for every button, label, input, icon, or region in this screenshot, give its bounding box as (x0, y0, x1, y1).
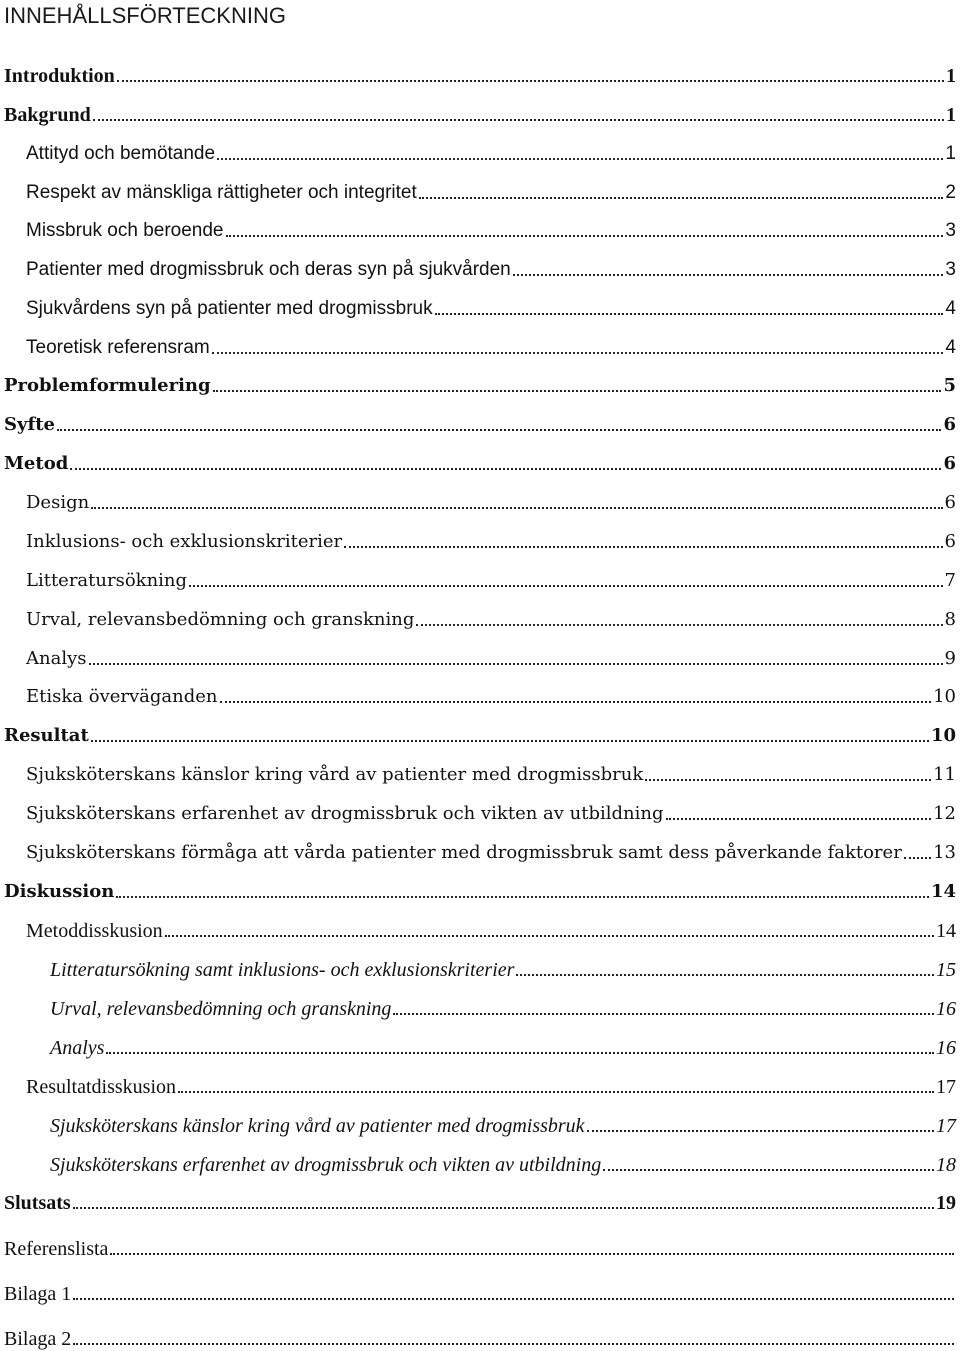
toc-entry-label: Litteratursökning samt inklusions- och exklusionskriterier (50, 959, 515, 981)
toc-page-number: 4 (945, 298, 956, 319)
toc-entry[interactable] (26, 215, 956, 243)
toc-page-number: 1 (946, 104, 956, 126)
toc-entry[interactable] (26, 177, 956, 205)
toc-entry[interactable] (26, 643, 956, 671)
toc-entry[interactable] (26, 1071, 956, 1099)
toc-page-number: 7 (944, 570, 956, 591)
toc-entry-label: Sjuksköterskans erfarenhet av drogmissbruk och vikten av utbildning (26, 803, 664, 824)
toc-entry-label: Diskussion (4, 881, 115, 902)
toc-page-number: 16 (936, 1037, 956, 1059)
toc-leader-dots (220, 701, 932, 703)
toc-leader-dots (213, 390, 942, 392)
toc-page-number: 17 (936, 1115, 956, 1137)
toc-entry-label: Syfte (4, 414, 55, 435)
toc-entry[interactable] (4, 720, 956, 748)
toc-page-number: 6 (944, 531, 956, 552)
toc-entry[interactable] (4, 876, 956, 904)
toc-page-number: 18 (936, 1154, 956, 1176)
toc-entry[interactable] (26, 526, 956, 554)
toc-leader-dots (91, 740, 929, 742)
toc-entry[interactable] (26, 681, 956, 709)
toc-entry-label: Design (26, 492, 90, 513)
toc-entry[interactable] (4, 370, 956, 398)
toc-page-number: 9 (944, 648, 956, 669)
toc-entry-label: Introduktion (4, 65, 115, 87)
toc-page-number: 12 (933, 803, 956, 824)
toc-entry-label: Resultatdisskusion (26, 1076, 177, 1098)
toc-page-number: 11 (933, 764, 956, 785)
toc-entry[interactable] (4, 1233, 956, 1261)
toc-entry-label: Urval, relevansbedömning och granskning (26, 609, 415, 630)
toc-heading: INNEHÅLLSFÖRTECKNING (4, 3, 286, 28)
toc-entry[interactable] (4, 1278, 956, 1306)
toc-page-number: 5 (943, 375, 956, 396)
toc-entry-label: Sjukvårdens syn på patienter med drogmissbruk (26, 298, 433, 319)
toc-entry-label: Metoddisskusion (26, 920, 163, 942)
toc-entry[interactable] (26, 138, 956, 166)
toc-entry-label: Missbruk och beroende (26, 220, 224, 241)
toc-entry-label: Etiska överväganden (26, 686, 218, 707)
toc-entry-label: Respekt av mänskliga rättigheter och integritet (26, 182, 417, 203)
toc-page-number: 19 (936, 1192, 956, 1214)
toc-leader-dots (226, 235, 944, 237)
toc-entry[interactable] (26, 254, 956, 282)
toc-entry-label: Analys (50, 1037, 105, 1059)
toc-entry[interactable] (50, 993, 956, 1021)
toc-entry[interactable] (26, 565, 956, 593)
toc-leader-dots (93, 119, 944, 121)
toc-entry-label: Litteratursökning (26, 570, 188, 591)
toc-entry[interactable] (26, 487, 956, 515)
toc-leader-dots (73, 1343, 954, 1345)
toc-entry[interactable] (4, 409, 956, 437)
toc-page-number: 8 (944, 609, 956, 630)
toc-leader-dots (116, 896, 929, 898)
toc-leader-dots (645, 779, 931, 781)
toc-page-number: 10 (933, 686, 956, 707)
toc-entry[interactable] (26, 332, 956, 360)
toc-entry-label: Problemformulering (4, 375, 211, 396)
toc-page-number: 15 (936, 959, 956, 981)
toc-leader-dots (344, 546, 942, 548)
toc-page-number: 6 (944, 492, 956, 513)
toc-entry-label: Sjuksköterskans förmåga att vårda patienter med drogmissbruk samt dess påverkande faktorer (26, 842, 902, 863)
toc-leader-dots (435, 313, 944, 315)
toc-entry[interactable] (26, 837, 956, 865)
toc-entry-label: Bilaga 1 (4, 1283, 72, 1305)
toc-entry[interactable] (50, 1149, 956, 1177)
toc-entry[interactable] (26, 798, 956, 826)
toc-entry-label: Slutsats (4, 1192, 71, 1214)
toc-leader-dots (666, 818, 932, 820)
toc-leader-dots (73, 1298, 954, 1300)
toc-entry-label: Bakgrund (4, 104, 91, 126)
toc-entry-label: Teoretisk referensram (26, 337, 210, 358)
toc-entry-label: Sjuksköterskans erfarenhet av drogmissbruk och vikten av utbildning (50, 1154, 602, 1176)
toc-leader-dots (89, 663, 943, 665)
toc-leader-dots (70, 468, 941, 470)
toc-page-number: 1 (946, 65, 956, 87)
toc-page-number: 3 (945, 220, 956, 241)
toc-leader-dots (513, 274, 944, 276)
toc-page-number: 2 (945, 182, 956, 203)
toc-page-number: 4 (945, 337, 956, 358)
toc-page-number: 13 (933, 842, 956, 863)
toc-page-number: 6 (943, 414, 956, 435)
toc-leader-dots (178, 1091, 934, 1093)
toc-page-number: 14 (936, 920, 956, 942)
toc-leader-dots (189, 585, 943, 587)
toc-entry-label: Analys (26, 648, 87, 669)
toc-entry-label: Bilaga 2 (4, 1328, 72, 1350)
toc-leader-dots (217, 158, 943, 160)
toc-leader-dots (419, 197, 944, 199)
toc-leader-dots (106, 1052, 934, 1054)
toc-entry[interactable] (26, 759, 956, 787)
toc-leader-dots (110, 1253, 954, 1255)
toc-entry-label: Referenslista (4, 1238, 109, 1260)
toc-leader-dots (587, 1130, 934, 1132)
toc-entry[interactable] (26, 604, 956, 632)
toc-leader-dots (516, 974, 934, 976)
toc-leader-dots (393, 1013, 934, 1015)
toc-entry[interactable] (26, 293, 956, 321)
toc-entry[interactable] (4, 60, 956, 88)
toc-entry-label: Resultat (4, 725, 89, 746)
toc-entry[interactable] (50, 1110, 956, 1138)
toc-page-number: 3 (945, 259, 956, 280)
toc-page-number: 14 (930, 881, 956, 902)
toc-leader-dots (212, 352, 944, 354)
toc-leader-dots (57, 429, 942, 431)
toc-entry[interactable] (4, 1187, 956, 1215)
toc-entry-label: Sjuksköterskans känslor kring vård av patienter med drogmissbruk (50, 1115, 585, 1137)
toc-leader-dots (416, 624, 942, 626)
toc-entry-label: Sjuksköterskans känslor kring vård av patienter med drogmissbruk (26, 764, 644, 785)
toc-page-number: 6 (943, 453, 956, 474)
toc-entry-label: Inklusions- och exklusionskriterier (26, 531, 343, 552)
toc-entry-label: Metod (4, 453, 69, 474)
toc-entry[interactable] (4, 1323, 956, 1351)
toc-entry-label: Attityd och bemötande (26, 143, 216, 164)
toc-leader-dots (73, 1207, 934, 1209)
toc-entry[interactable] (26, 915, 956, 943)
toc-entry[interactable] (50, 1032, 956, 1060)
toc-page-number: 16 (936, 998, 956, 1020)
toc-page-number: 17 (936, 1076, 956, 1098)
toc-page-number: 10 (930, 725, 956, 746)
toc-leader-dots (904, 857, 931, 859)
toc-entry[interactable] (4, 448, 956, 476)
toc-leader-dots (117, 80, 944, 82)
toc-leader-dots (603, 1169, 934, 1171)
toc-entry[interactable] (50, 954, 956, 982)
toc-leader-dots (91, 507, 942, 509)
toc-entry-label: Urval, relevansbedömning och granskning (50, 998, 392, 1020)
toc-page-number: 1 (945, 143, 956, 164)
toc-leader-dots (165, 935, 934, 937)
toc-entry-label: Patienter med drogmissbruk och deras syn på sjukvården (26, 259, 511, 280)
toc-entry[interactable] (4, 99, 956, 127)
